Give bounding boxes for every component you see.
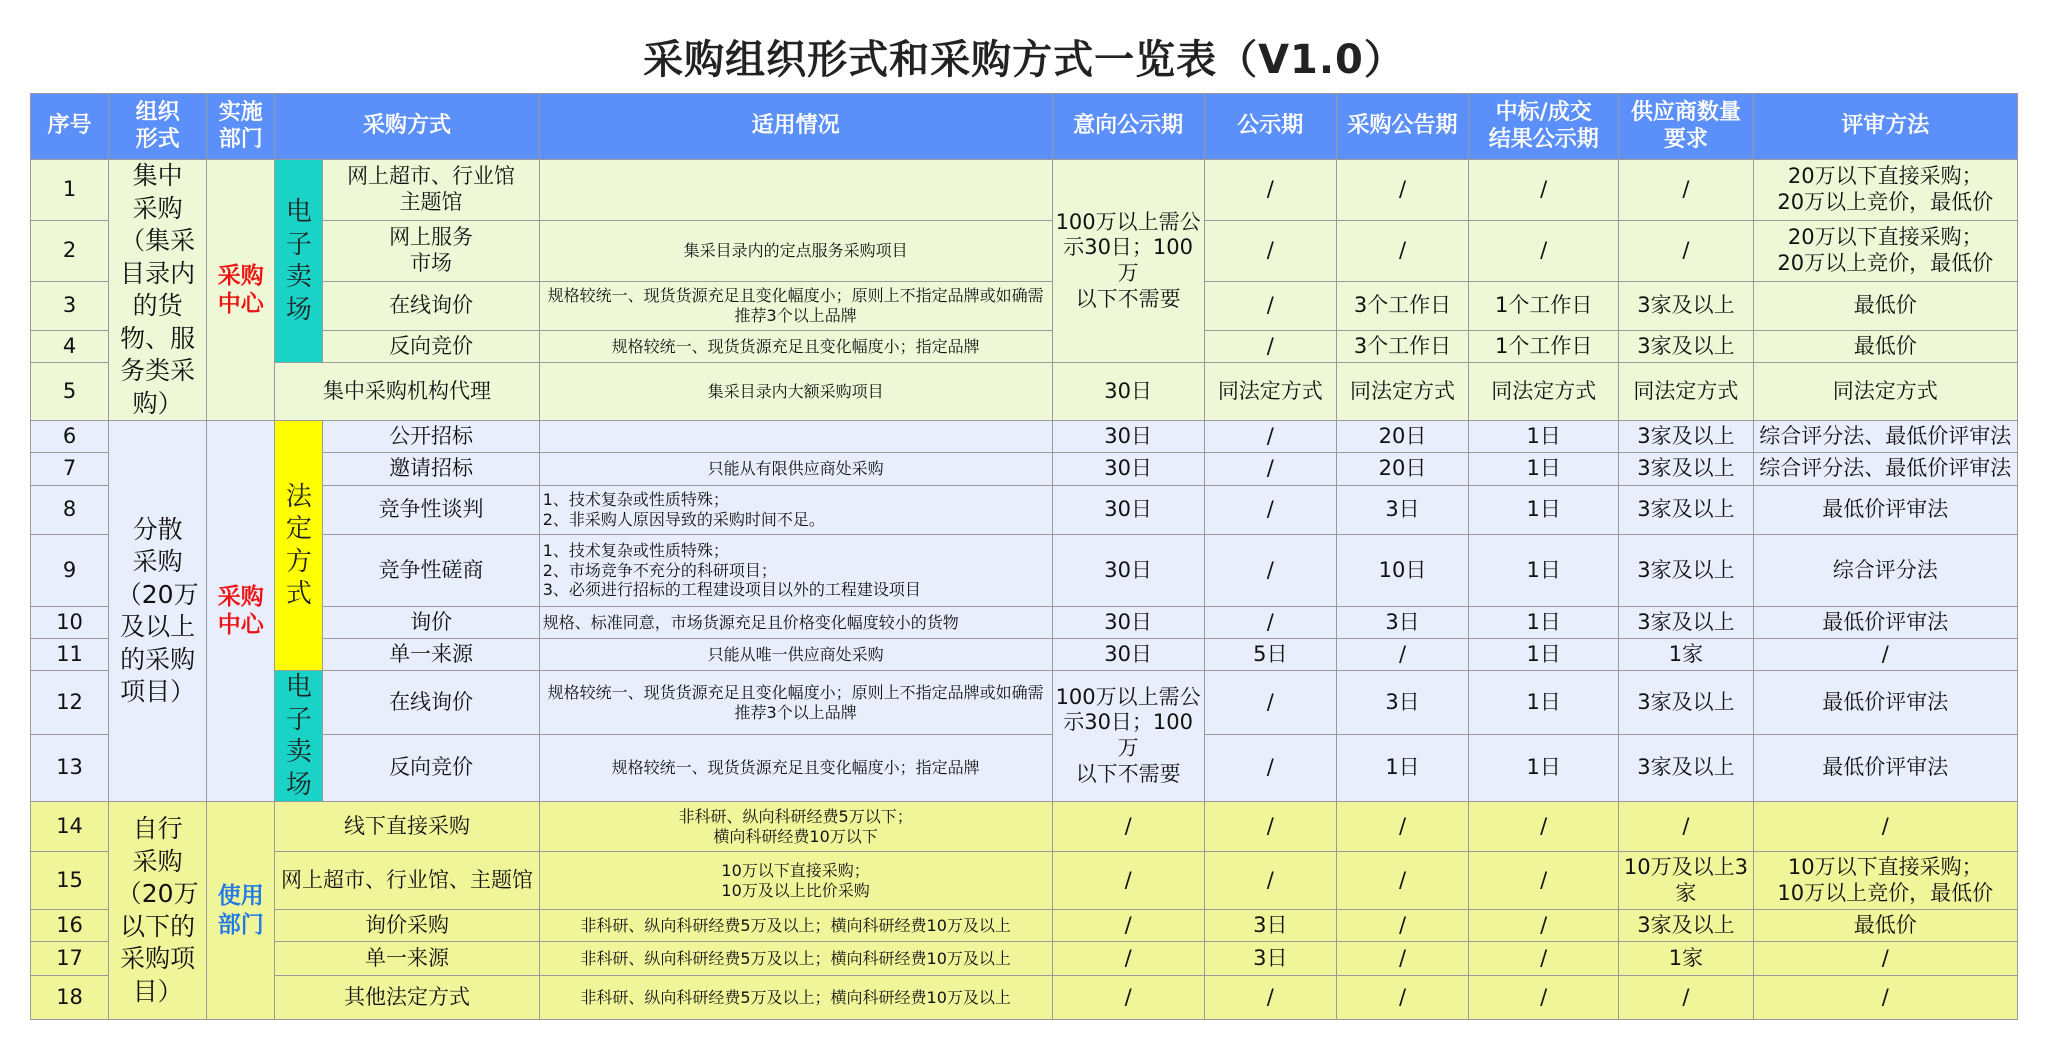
method-cell: 反向竞价 — [323, 330, 539, 362]
review-cell: / — [1753, 639, 2018, 671]
notice-cell: 同法定方式 — [1204, 363, 1336, 421]
seq-cell: 14 — [31, 802, 109, 852]
scope-cell: 规格、标准同意，市场货源充足且价格变化幅度较小的货物 — [539, 607, 1052, 639]
scope-cell: 只能从唯一供应商处采购 — [539, 639, 1052, 671]
announce-cell: / — [1336, 910, 1468, 942]
table-row — [31, 802, 2018, 852]
intent-cell: / — [1052, 802, 1204, 852]
supplier-cell: 3家及以上 — [1619, 486, 1753, 535]
review-cell: 最低价评审法 — [1753, 486, 2018, 535]
intent-merged-1: 100万以上需公 示30日；100万 以下不需要 — [1052, 160, 1204, 363]
scope-cell: 规格较统一、现货货源充足且变化幅度小；指定品牌 — [539, 735, 1052, 802]
announce-cell: 3日 — [1336, 607, 1468, 639]
method-cell: 竞争性磋商 — [323, 535, 539, 607]
result-cell: 同法定方式 — [1469, 363, 1619, 421]
result-cell: 1日 — [1469, 453, 1619, 486]
header-method: 采购方式 — [275, 94, 539, 160]
notice-cell: / — [1204, 220, 1336, 281]
review-cell: 最低价 — [1753, 910, 2018, 942]
header-seq: 序号 — [31, 94, 109, 160]
method-cell: 网上超市、行业馆、主题馆 — [275, 852, 539, 910]
supplier-cell: / — [1619, 220, 1753, 281]
dept-self: 使用 部门 — [207, 802, 275, 1020]
supplier-cell: 3家及以上 — [1619, 453, 1753, 486]
scope-cell: 非科研、纵向科研经费5万及以上；横向科研经费10万及以上 — [539, 910, 1052, 942]
announce-cell: / — [1336, 639, 1468, 671]
review-cell: 最低价评审法 — [1753, 671, 2018, 735]
method-cell: 单一来源 — [323, 639, 539, 671]
header-result-period: 中标/成交 结果公示期 — [1469, 94, 1619, 160]
notice-cell: / — [1204, 281, 1336, 330]
review-cell: 最低价评审法 — [1753, 607, 2018, 639]
seq-cell: 11 — [31, 639, 109, 671]
table-row — [31, 421, 2018, 453]
supplier-cell: 3家及以上 — [1619, 607, 1753, 639]
intent-cell: 30日 — [1052, 607, 1204, 639]
supplier-cell: 1家 — [1619, 942, 1753, 976]
scope-cell: 1、技术复杂或性质特殊； 2、非采购人原因导致的采购时间不足。 — [539, 486, 1052, 535]
org-form-self: 自行 采购 （20万 以下的 采购项 目） — [109, 802, 207, 1020]
intent-cell: 30日 — [1052, 639, 1204, 671]
notice-cell: / — [1204, 486, 1336, 535]
seq-cell: 12 — [31, 671, 109, 735]
supplier-cell: 3家及以上 — [1619, 421, 1753, 453]
scope-cell — [539, 421, 1052, 453]
table-row — [31, 486, 2018, 535]
result-cell: 1个工作日 — [1469, 330, 1619, 362]
notice-cell: / — [1204, 735, 1336, 802]
table-row — [31, 639, 2018, 671]
notice-cell: / — [1204, 330, 1336, 362]
seq-cell: 6 — [31, 421, 109, 453]
scope-cell: 规格较统一、现货货源充足且变化幅度小；指定品牌 — [539, 330, 1052, 362]
table-row — [31, 910, 2018, 942]
announce-cell: 20日 — [1336, 453, 1468, 486]
result-cell: 1日 — [1469, 607, 1619, 639]
supplier-cell: 1家 — [1619, 639, 1753, 671]
notice-cell: / — [1204, 802, 1336, 852]
method-cell: 网上超市、行业馆 主题馆 — [323, 160, 539, 221]
intent-cell: / — [1052, 910, 1204, 942]
result-cell: 1日 — [1469, 735, 1619, 802]
announce-cell: 10日 — [1336, 535, 1468, 607]
table-row — [31, 735, 2018, 802]
announce-cell: / — [1336, 942, 1468, 976]
notice-cell: / — [1204, 535, 1336, 607]
intent-cell: 30日 — [1052, 453, 1204, 486]
procurement-table — [30, 93, 2018, 1020]
review-cell: 20万以下直接采购； 20万以上竞价，最低价 — [1753, 220, 2018, 281]
method-cell: 在线询价 — [323, 671, 539, 735]
supplier-cell: 3家及以上 — [1619, 330, 1753, 362]
notice-cell: 3日 — [1204, 910, 1336, 942]
method-cell: 公开招标 — [323, 421, 539, 453]
review-cell: 最低价 — [1753, 330, 2018, 362]
seq-cell: 9 — [31, 535, 109, 607]
intent-cell: / — [1052, 942, 1204, 976]
result-cell: 1日 — [1469, 486, 1619, 535]
scope-cell: 只能从有限供应商处采购 — [539, 453, 1052, 486]
notice-cell: / — [1204, 453, 1336, 486]
review-cell: 最低价评审法 — [1753, 735, 2018, 802]
table-row — [31, 330, 2018, 362]
seq-cell: 15 — [31, 852, 109, 910]
notice-cell: / — [1204, 852, 1336, 910]
announce-cell: 3日 — [1336, 486, 1468, 535]
intent-cell: 30日 — [1052, 486, 1204, 535]
announce-cell: 3日 — [1336, 671, 1468, 735]
table-row — [31, 160, 2018, 221]
notice-cell: 3日 — [1204, 942, 1336, 976]
intent-cell: 30日 — [1052, 421, 1204, 453]
review-cell: 综合评分法、最低价评审法 — [1753, 453, 2018, 486]
review-cell: 综合评分法、最低价评审法 — [1753, 421, 2018, 453]
result-cell: / — [1469, 910, 1619, 942]
seq-cell: 13 — [31, 735, 109, 802]
announce-cell: 1日 — [1336, 735, 1468, 802]
supplier-cell: 10万及以上3 家 — [1619, 852, 1753, 910]
supplier-cell: 3家及以上 — [1619, 910, 1753, 942]
intent-merged-2: 100万以上需公 示30日；100万 以下不需要 — [1052, 671, 1204, 802]
header-intent-period: 意向公示期 — [1052, 94, 1204, 160]
method-cell: 网上服务 市场 — [323, 220, 539, 281]
table-row — [31, 363, 2018, 421]
notice-cell: / — [1204, 976, 1336, 1020]
method-cell: 反向竞价 — [323, 735, 539, 802]
result-cell: / — [1469, 160, 1619, 221]
announce-cell: / — [1336, 220, 1468, 281]
scope-cell: 规格较统一、现货货源充足且变化幅度小；原则上不指定品牌或如确需 推荐3个以上品牌 — [539, 671, 1052, 735]
seq-cell: 18 — [31, 976, 109, 1020]
seq-cell: 5 — [31, 363, 109, 421]
table-row — [31, 852, 2018, 910]
header-notice-period: 公示期 — [1204, 94, 1336, 160]
header-supplier-req: 供应商数量 要求 — [1619, 94, 1753, 160]
result-cell: / — [1469, 976, 1619, 1020]
result-cell: / — [1469, 220, 1619, 281]
dept-decentralized: 采购 中心 — [207, 421, 275, 802]
scope-cell — [539, 160, 1052, 221]
result-cell: 1日 — [1469, 535, 1619, 607]
seq-cell: 2 — [31, 220, 109, 281]
method-cell: 在线询价 — [323, 281, 539, 330]
page-title: 采购组织形式和采购方式一览表（V1.0） — [643, 37, 1405, 83]
method-cell: 单一来源 — [275, 942, 539, 976]
table-row — [31, 453, 2018, 486]
intent-cell: 30日 — [1052, 535, 1204, 607]
result-cell: 1日 — [1469, 421, 1619, 453]
notice-cell: 5日 — [1204, 639, 1336, 671]
result-cell: 1个工作日 — [1469, 281, 1619, 330]
table-row — [31, 942, 2018, 976]
announce-cell: 3个工作日 — [1336, 281, 1468, 330]
notice-cell: / — [1204, 421, 1336, 453]
seq-cell: 7 — [31, 453, 109, 486]
review-cell: / — [1753, 802, 2018, 852]
result-cell: / — [1469, 802, 1619, 852]
review-cell: 同法定方式 — [1753, 363, 2018, 421]
intent-cell: 30日 — [1052, 363, 1204, 421]
result-cell: 1日 — [1469, 671, 1619, 735]
sub-electronic-mall-2: 电子卖场 — [275, 671, 323, 802]
scope-cell: 规格较统一、现货货源充足且变化幅度小；原则上不指定品牌或如确需 推荐3个以上品牌 — [539, 281, 1052, 330]
scope-cell: 1、技术复杂或性质特殊； 2、市场竞争不充分的科研项目； 3、必须进行招标的工程建设项目以外的工程建设项目 — [539, 535, 1052, 607]
scope-cell: 非科研、纵向科研经费5万以下； 横向科研经费10万以下 — [539, 802, 1052, 852]
method-cell: 其他法定方式 — [275, 976, 539, 1020]
intent-cell: / — [1052, 852, 1204, 910]
review-cell: 综合评分法 — [1753, 535, 2018, 607]
org-form-centralized: 集中 采购 （集采 目录内 的货 物、服 务类采 购） — [109, 160, 207, 421]
result-cell: / — [1469, 852, 1619, 910]
review-cell: / — [1753, 942, 2018, 976]
scope-cell: 非科研、纵向科研经费5万及以上；横向科研经费10万及以上 — [539, 942, 1052, 976]
review-cell: 10万以下直接采购； 10万以上竞价，最低价 — [1753, 852, 2018, 910]
supplier-cell: / — [1619, 160, 1753, 221]
seq-cell: 8 — [31, 486, 109, 535]
sub-electronic-mall-1: 电子卖场 — [275, 160, 323, 363]
scope-cell: 非科研、纵向科研经费5万及以上；横向科研经费10万及以上 — [539, 976, 1052, 1020]
supplier-cell: 3家及以上 — [1619, 535, 1753, 607]
supplier-cell: 3家及以上 — [1619, 281, 1753, 330]
org-form-decentralized: 分散 采购 （20万 及以上 的采购 项目） — [109, 421, 207, 802]
announce-cell: / — [1336, 976, 1468, 1020]
method-cell: 询价 — [323, 607, 539, 639]
notice-cell: / — [1204, 671, 1336, 735]
notice-cell: / — [1204, 607, 1336, 639]
review-cell: 20万以下直接采购； 20万以上竞价，最低价 — [1753, 160, 2018, 221]
announce-cell: / — [1336, 160, 1468, 221]
table-row — [31, 671, 2018, 735]
header-review: 评审方法 — [1753, 94, 2018, 160]
header-dept: 实施 部门 — [207, 94, 275, 160]
header-row — [31, 94, 2018, 160]
table-row — [31, 535, 2018, 607]
announce-cell: / — [1336, 802, 1468, 852]
intent-cell: / — [1052, 976, 1204, 1020]
scope-cell: 10万以下直接采购； 10万及以上比价采购 — [539, 852, 1052, 910]
supplier-cell: 同法定方式 — [1619, 363, 1753, 421]
seq-cell: 1 — [31, 160, 109, 221]
method-cell: 线下直接采购 — [275, 802, 539, 852]
method-cell: 询价采购 — [275, 910, 539, 942]
supplier-cell: 3家及以上 — [1619, 671, 1753, 735]
header-announce-period: 采购公告期 — [1336, 94, 1468, 160]
table-row — [31, 976, 2018, 1020]
method-cell: 邀请招标 — [323, 453, 539, 486]
header-org-form: 组织 形式 — [109, 94, 207, 160]
supplier-cell: / — [1619, 976, 1753, 1020]
table-row — [31, 220, 2018, 281]
method-cell: 竞争性谈判 — [323, 486, 539, 535]
seq-cell: 4 — [31, 330, 109, 362]
header-scope: 适用情况 — [539, 94, 1052, 160]
method-cell: 集中采购机构代理 — [275, 363, 539, 421]
table-row — [31, 281, 2018, 330]
supplier-cell: 3家及以上 — [1619, 735, 1753, 802]
table-row — [31, 607, 2018, 639]
result-cell: 1日 — [1469, 639, 1619, 671]
review-cell: / — [1753, 976, 2018, 1020]
seq-cell: 3 — [31, 281, 109, 330]
review-cell: 最低价 — [1753, 281, 2018, 330]
dept-centralized: 采购 中心 — [207, 160, 275, 421]
notice-cell: / — [1204, 160, 1336, 221]
seq-cell: 17 — [31, 942, 109, 976]
announce-cell: 同法定方式 — [1336, 363, 1468, 421]
scope-cell: 集采目录内大额采购项目 — [539, 363, 1052, 421]
seq-cell: 10 — [31, 607, 109, 639]
result-cell: / — [1469, 942, 1619, 976]
announce-cell: 20日 — [1336, 421, 1468, 453]
scope-cell: 集采目录内的定点服务采购项目 — [539, 220, 1052, 281]
seq-cell: 16 — [31, 910, 109, 942]
supplier-cell: / — [1619, 802, 1753, 852]
announce-cell: 3个工作日 — [1336, 330, 1468, 362]
sub-legal-methods: 法定方式 — [275, 421, 323, 671]
announce-cell: / — [1336, 852, 1468, 910]
